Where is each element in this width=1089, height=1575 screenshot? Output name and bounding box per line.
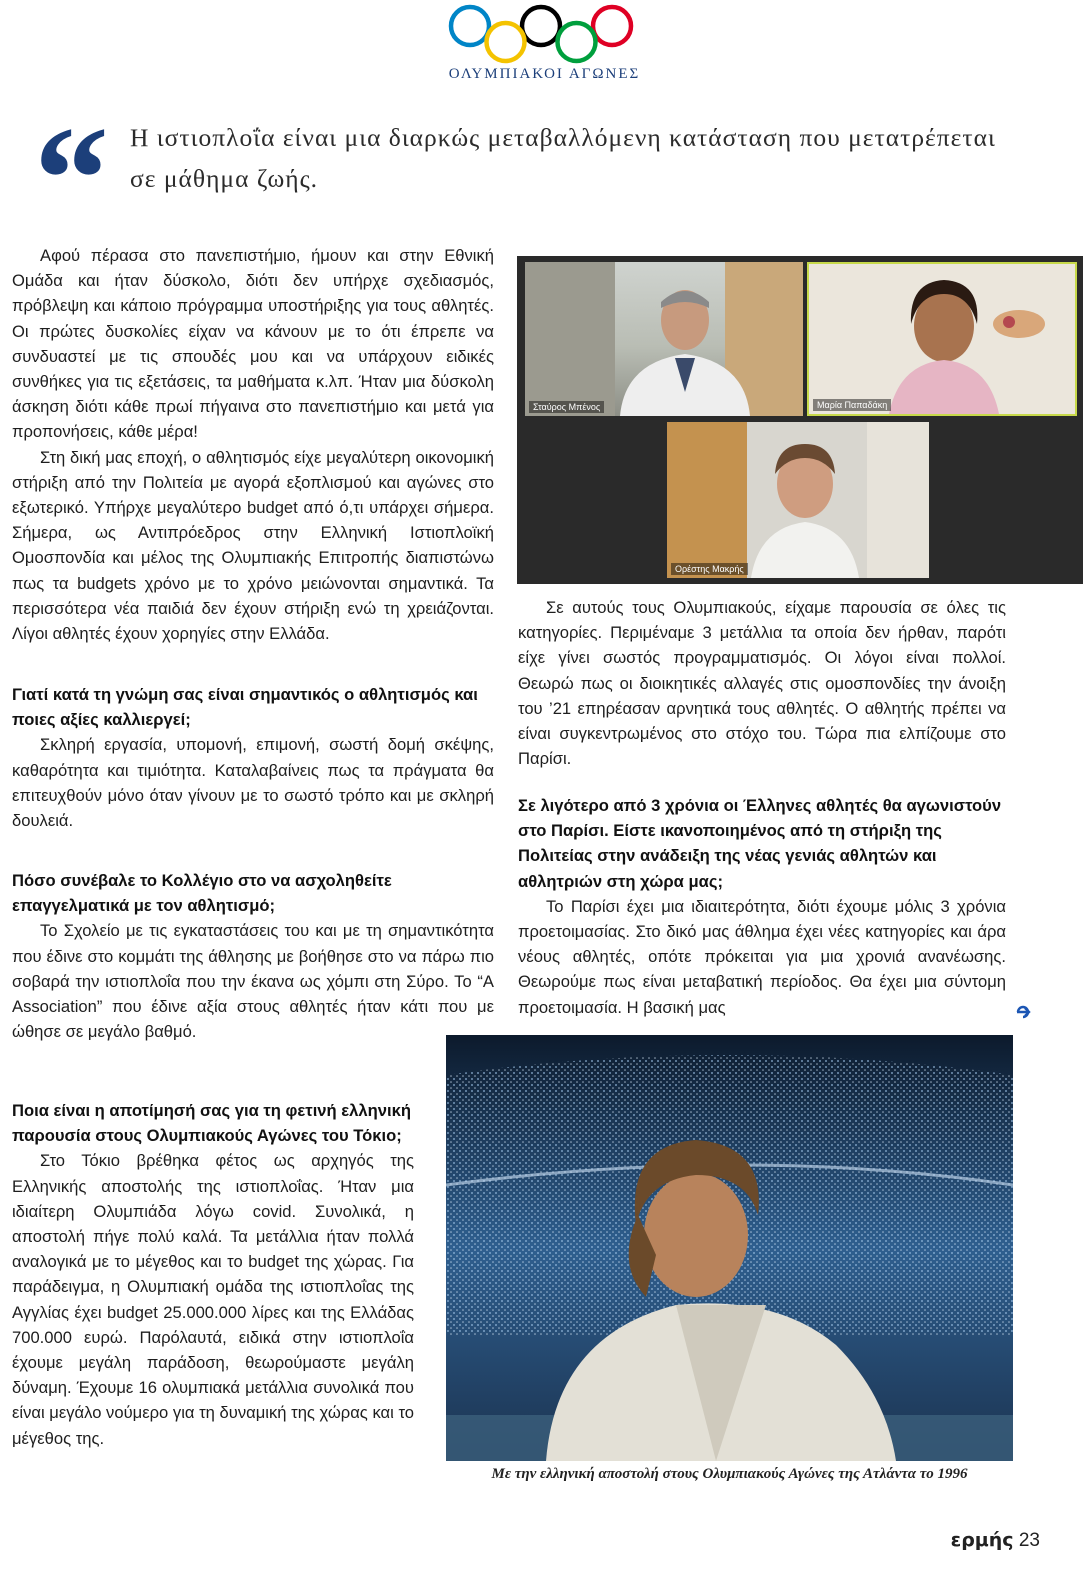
ring-black — [522, 7, 560, 45]
qa-block-1 — [12, 682, 494, 833]
page-header — [0, 0, 1089, 95]
section-title: ΟΛΥΜΠΙΑΚΟΙ ΑΓΩΝΕΣ — [448, 66, 641, 82]
atlanta-1996-photo — [446, 1035, 1013, 1461]
ring-blue — [451, 7, 489, 45]
qa-block-3 — [12, 1098, 414, 1451]
video-tile-1 — [525, 262, 803, 416]
photo-caption: Με την ελληνική αποστολή στους Ολυμπιακούς Αγώνες της Ατλάντα το 1996 — [491, 1466, 968, 1482]
answer-2: Το Σχολείο με τις εγκαταστάσεις του και με τη σημαντικότητα που έδινε στο κομμάτι της άθλησης με βοήθησε στο να πάρω πιο σοβαρά την ιστιοπλοΐα που την έκανα ως χόμπι στη Σύρο. Το “A Association” που έδινε αξία στους αθλητές ήταν κάτι που με ώθησε σε μεγάλο βαθμό. — [12, 921, 494, 1042]
participant-2-image — [809, 264, 1075, 414]
video-tile-2 — [807, 262, 1077, 416]
participant-1-image — [525, 262, 803, 416]
video-tile-3 — [667, 422, 929, 578]
question-2: Πόσο συνέβαλε το Κολλέγιο στο να ασχοληθείτε επαγγελματικά με τον αθλητισμό; — [12, 871, 392, 916]
ring-yellow — [487, 23, 525, 61]
question-1: Γιατί κατά τη γνώμη σας είναι σημαντικός ο αθλητισμός και ποιες αξίες καλλιεργεί; — [12, 685, 478, 730]
page-footer — [930, 1529, 1040, 1552]
video-call-screenshot — [517, 256, 1083, 584]
participant-3-name: Ορέστης Μακρής — [671, 563, 748, 575]
ring-green — [558, 23, 596, 61]
intro-paragraph-1: Αφού πέρασα στο πανεπιστήμιο, ήμουν και στην Εθνική Ομάδα και ήταν δύσκολο, διότι δεν υπήρχε σχεδιασμός, πρόβλεψη και κάποιο πρόγραμμα υποστήριξης για τους αθλητές. Οι πρώτες δυσκολίες είχαν να κάνουν με το ότι έπρεπε να συνδυαστεί με τις σπουδές μου και να υπάρχουν ειδικές συνθήκες για τις εξετάσεις, τα μαθήματα κ.λπ. Ήταν μια δύσκολη άσκηση διότι κάθε πρωί πήγαινα στο πανεπιστήμιο και μετά για προπονήσεις, κάθε μέρα! — [12, 246, 494, 442]
stadium-portrait-image — [446, 1035, 1013, 1461]
intro-paragraph-2: Στη δική μας εποχή, ο αθλητισμός είχε μεγαλύτερη οικονομική στήριξη από την Πολιτεία με αγορά εξοπλισμού και αγώνες στο εξωτερικό. Υπήρχε μεγαλύτερο budget από ό,τι υπάρχει σήμερα. Σήμερα, ως Αντιπρόεδρος στην Ελληνική Ιστιοπλοϊκή Ομοσπονδία και μέλος της Ολυμπιακής Επιτροπής διαπιστώνω πως τα budgets χρόνο με το χρόνο μειώνονται σημαντικά. Τα περισσότερα νέα παιδιά δεν έχουν στήριξη ενώ τη χρειάζονται. Λίγοι αθλητές έχουν χορηγίες στην Ελλάδα. — [12, 447, 494, 644]
question-4: Σε λιγότερο από 3 χρόνια οι Έλληνες αθλητές θα αγωνιστούν στο Παρίσι. Είστε ικανοποιημένος από τη στήριξη της Πολιτείας στην ανάδειξη της νέας γενιάς αθλητών και αθλητριών στη χώρα μας; — [518, 796, 1002, 891]
qa-block-2 — [12, 868, 494, 1044]
participant-3-image — [667, 422, 929, 578]
ring-red — [593, 7, 631, 45]
right-paragraph-1: Σε αυτούς τους Ολυμπιακούς, είχαμε παρουσία σε όλες τις κατηγορίες. Περιμέναμε 3 μετάλλια τα οποία δεν ήρθαν, παρότι είχε γίνει σωστός προγραμματισμός. Οι λόγοι είναι πολλοί. Θεωρώ πως οι διοικητικές αλλαγές στις ομοσπονδίες την άνοιξη του ’21 επηρέασαν αρνητικά τους αθλητές. Ο αθλητής πρέπει να είναι συγκεντρωμένος στο στόχο του. Τώρα πια ελπίζουμε στο Παρίσι. — [518, 598, 1006, 769]
answer-4: Το Παρίσι έχει μια ιδιαιτερότητα, διότι έχουμε μόλις 3 χρόνια προετοιμασίας. Στο δικό μας άθλημα έχει νέες κατηγορίες και άρα νέους αθλητές, οπότε πρόκειται για μια χρονιά ανανέωσης. Θεωρούμε πως είναι μεταβατική περίοδος. Θα έχει μια σύντομη προετοιμασία. Η βασική μας — [518, 896, 1006, 1017]
continue-arrow-icon — [1014, 1003, 1032, 1021]
participant-1-name: Σταύρος Μπένος — [529, 401, 604, 413]
participant-2-name: Μαρία Παπαδάκη — [813, 399, 891, 411]
question-3: Ποια είναι η αποτίμησή σας για τη φετινή ελληνική παρουσία στους Ολυμπιακούς Αγώνες του Τόκιο; — [12, 1101, 411, 1146]
quote-mark-icon: “ — [34, 96, 109, 262]
qa-block-4 — [518, 793, 1006, 1020]
magazine-name: ερμής — [950, 1529, 1014, 1551]
page-number: 23 — [1018, 1530, 1040, 1551]
left-column-intro — [12, 243, 494, 646]
answer-3: Στο Τόκιο βρέθηκα φέτος ως αρχηγός της Ελληνικής αποστολής της ιστιοπλοΐας. Ήταν μια ιδιαίτερη Ολυμπιάδα λόγω covid. Συνολικά, η αποστολή πήγε πολύ καλά. Τα μετάλλια ήταν πολλά αναλογικά με το μέγεθος και το budget της χώρας. Για παράδειγμα, η Ολυμπιακή ομάδα της ιστιοπλοΐας της Αγγλίας έχει budget 25.000.000 λίρες και της Ελλάδας 700.000 ευρώ. Παρόλαυτά, ειδικά στην ιστιοπλοΐα έχουμε μεγάλη παράδοση, θεωρούμαστε μεγάλη δύναμη. Έχουμε 16 ολυμπιακά μετάλλια συνολικά που είναι μεγάλο νούμερο για τη δυναμική της χώρας και το μέγεθος της. — [12, 1151, 414, 1448]
answer-1: Σκληρή εργασία, υπομονή, επιμονή, σωστή δομή σκέψης, καθαρότητα και τιμιότητα. Καταλαβαίνεις πως τα πράγματα θα επιτευχθούν μόνο όταν γίνουν με το σωστό τρόπο και με σκληρή δουλειά. — [12, 735, 494, 831]
right-column-paragraph — [518, 595, 1006, 771]
olympic-rings-logo — [440, 4, 642, 64]
pull-quote: Η ιστιοπλοΐα είναι μια διαρκώς μεταβαλλόμενη κατάσταση που μετατρέπεται σε μάθημα ζωής. — [130, 123, 996, 193]
